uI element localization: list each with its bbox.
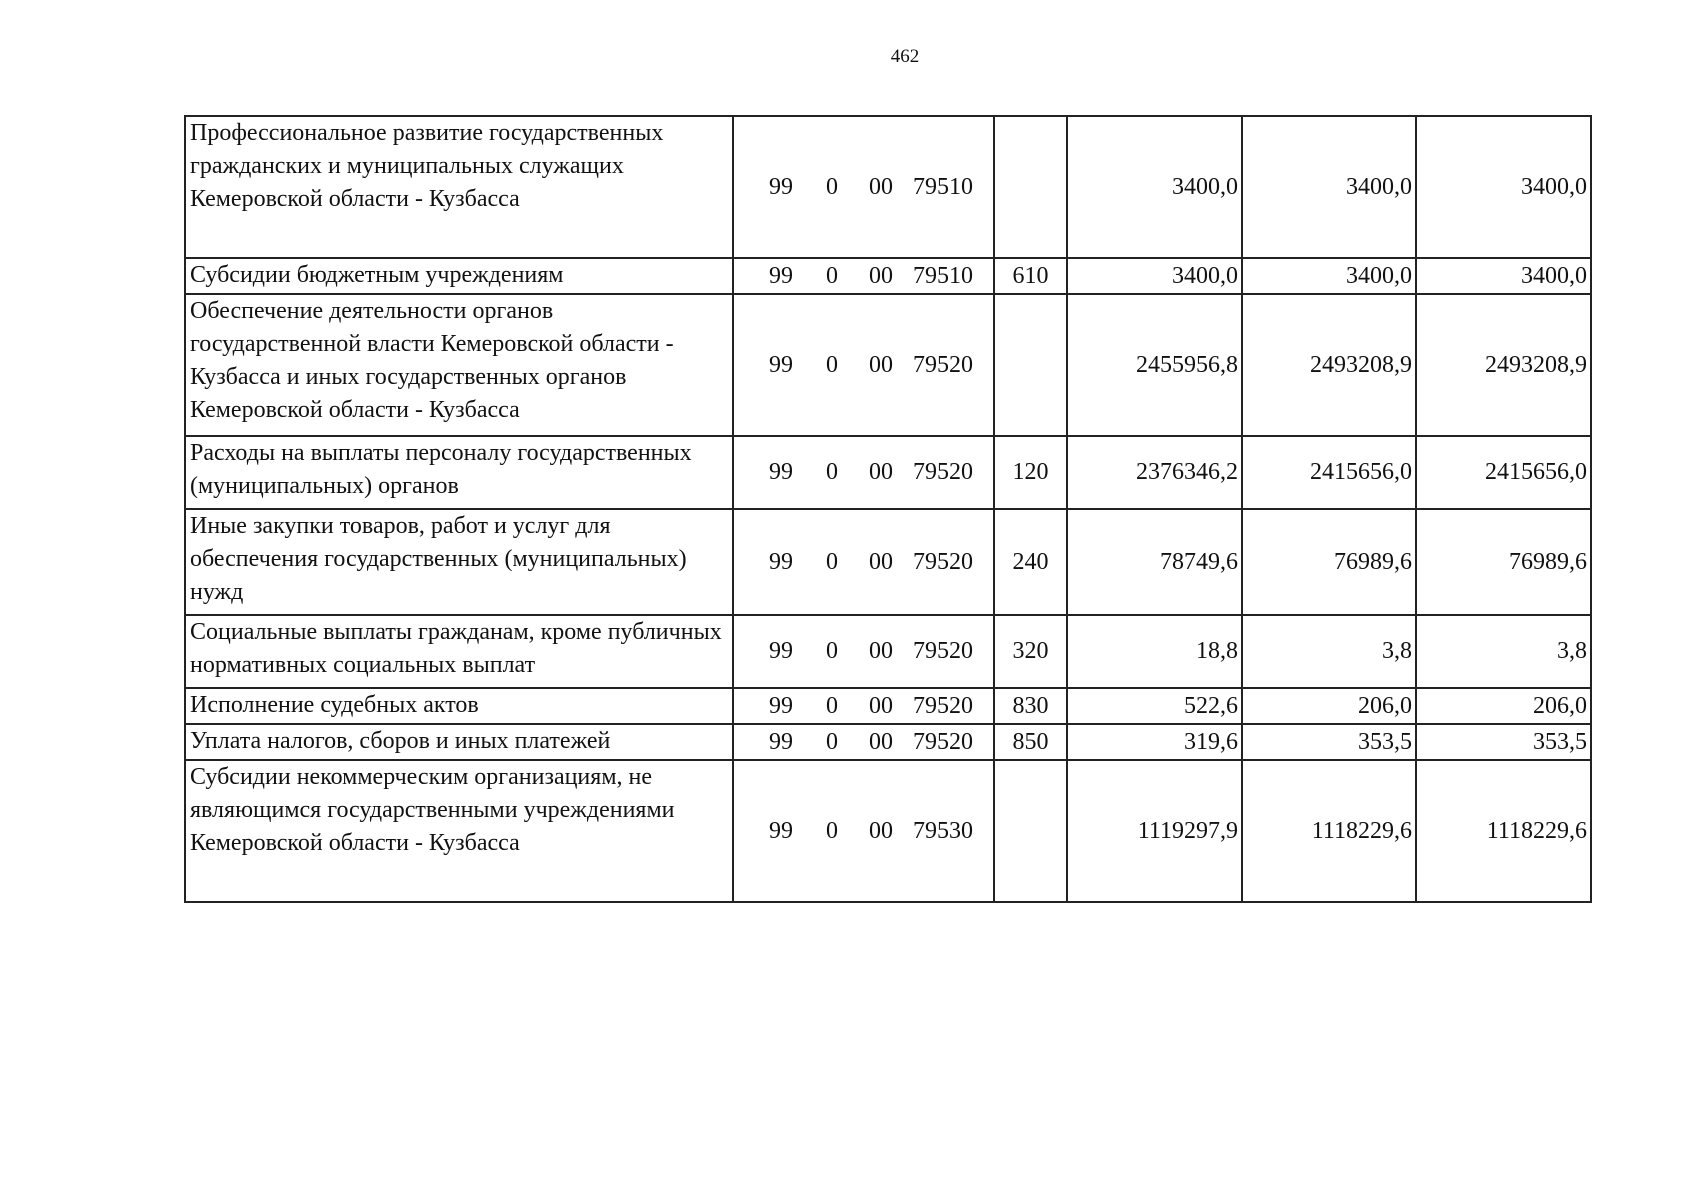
direction-code: 79510 xyxy=(913,262,973,289)
subprogram-code: 0 xyxy=(826,548,838,575)
expense-type-cell: 320 xyxy=(994,615,1067,688)
expense-name-cell: Социальные выплаты гражданам, кроме публичных нормативных социальных выплат xyxy=(185,615,733,688)
expense-type-cell: 830 xyxy=(994,688,1067,724)
year2-amount-cell: 1118229,6 xyxy=(1242,760,1416,902)
activity-code: 00 xyxy=(869,817,893,844)
program-code: 99 xyxy=(769,638,793,664)
expense-type-cell: 610 xyxy=(994,258,1067,294)
subprogram-code: 0 xyxy=(826,173,838,200)
year3-amount-cell: 1118229,6 xyxy=(1416,760,1591,902)
year2-amount-cell: 3,8 xyxy=(1242,615,1416,688)
table-row xyxy=(185,258,1591,294)
activity-code: 00 xyxy=(869,173,893,200)
table-row xyxy=(185,509,1591,615)
year3-amount-cell: 353,5 xyxy=(1416,724,1591,760)
year3-amount-cell: 3,8 xyxy=(1416,615,1591,688)
expense-name-cell: Субсидии некоммерческим организациям, не являющимся государственными учреждениями Кемеровской области - Кузбасса xyxy=(185,760,733,902)
program-code: 99 xyxy=(769,173,793,200)
table-row xyxy=(185,615,1591,688)
target-code-cell xyxy=(733,615,994,688)
year3-amount-cell: 3400,0 xyxy=(1416,258,1591,294)
expense-name-cell: Исполнение судебных актов xyxy=(185,688,733,724)
target-code-cell xyxy=(733,258,994,294)
year1-amount-cell: 1119297,9 xyxy=(1067,760,1242,902)
program-code: 99 xyxy=(769,262,793,289)
table-row xyxy=(185,116,1591,258)
year1-amount-cell: 522,6 xyxy=(1067,688,1242,724)
subprogram-code: 0 xyxy=(826,817,838,844)
expense-type-cell xyxy=(994,116,1067,258)
table-row xyxy=(185,294,1591,436)
target-code-cell xyxy=(733,294,994,436)
program-code: 99 xyxy=(769,692,793,719)
expense-name-cell: Уплата налогов, сборов и иных платежей xyxy=(185,724,733,760)
target-code-cell xyxy=(733,436,994,509)
table-row xyxy=(185,724,1591,760)
subprogram-code: 0 xyxy=(826,262,838,289)
year1-amount-cell: 3400,0 xyxy=(1067,258,1242,294)
expense-type-cell xyxy=(994,294,1067,436)
year1-amount-cell: 78749,6 xyxy=(1067,509,1242,615)
subprogram-code: 0 xyxy=(826,351,838,378)
page-number: 462 xyxy=(890,46,920,67)
direction-code: 79530 xyxy=(913,817,973,844)
year1-amount-cell: 2376346,2 xyxy=(1067,436,1242,509)
direction-code: 79520 xyxy=(913,728,973,755)
target-code-cell xyxy=(733,724,994,760)
year2-amount-cell: 76989,6 xyxy=(1242,509,1416,615)
expense-name-cell: Расходы на выплаты персоналу государственных (муниципальных) органов xyxy=(185,436,733,509)
direction-code: 79520 xyxy=(913,351,973,378)
program-code: 99 xyxy=(769,728,793,755)
table-row xyxy=(185,436,1591,509)
activity-code: 00 xyxy=(869,459,893,485)
program-code: 99 xyxy=(769,351,793,378)
expense-type-cell: 120 xyxy=(994,436,1067,509)
direction-code: 79520 xyxy=(913,459,973,485)
year2-amount-cell: 353,5 xyxy=(1242,724,1416,760)
target-code-cell xyxy=(733,760,994,902)
year1-amount-cell: 2455956,8 xyxy=(1067,294,1242,436)
table-row xyxy=(185,760,1591,902)
target-code-cell xyxy=(733,688,994,724)
program-code: 99 xyxy=(769,548,793,575)
year1-amount-cell: 3400,0 xyxy=(1067,116,1242,258)
year2-amount-cell: 2493208,9 xyxy=(1242,294,1416,436)
activity-code: 00 xyxy=(869,692,893,719)
activity-code: 00 xyxy=(869,262,893,289)
subprogram-code: 0 xyxy=(826,459,838,485)
subprogram-code: 0 xyxy=(826,692,838,719)
expense-type-cell: 850 xyxy=(994,724,1067,760)
year3-amount-cell: 206,0 xyxy=(1416,688,1591,724)
table-body xyxy=(185,116,1591,902)
expense-name-cell: Иные закупки товаров, работ и услуг для обеспечения государственных (муниципальных) нужд xyxy=(185,509,733,615)
program-code: 99 xyxy=(769,459,793,485)
table-row xyxy=(185,688,1591,724)
expense-type-cell: 240 xyxy=(994,509,1067,615)
year3-amount-cell: 76989,6 xyxy=(1416,509,1591,615)
year2-amount-cell: 2415656,0 xyxy=(1242,436,1416,509)
target-code-cell xyxy=(733,509,994,615)
expense-name-cell: Субсидии бюджетным учреждениям xyxy=(185,258,733,294)
direction-code: 79510 xyxy=(913,173,973,200)
expense-type-cell xyxy=(994,760,1067,902)
year3-amount-cell: 3400,0 xyxy=(1416,116,1591,258)
direction-code: 79520 xyxy=(913,638,973,664)
target-code-cell xyxy=(733,116,994,258)
year2-amount-cell: 3400,0 xyxy=(1242,258,1416,294)
year3-amount-cell: 2493208,9 xyxy=(1416,294,1591,436)
year2-amount-cell: 3400,0 xyxy=(1242,116,1416,258)
year2-amount-cell: 206,0 xyxy=(1242,688,1416,724)
subprogram-code: 0 xyxy=(826,638,838,664)
program-code: 99 xyxy=(769,817,793,844)
expense-name-cell: Профессиональное развитие государственных гражданских и муниципальных служащих Кемеровской области - Кузбасса xyxy=(185,116,733,258)
budget-table xyxy=(184,115,1592,903)
activity-code: 00 xyxy=(869,548,893,575)
subprogram-code: 0 xyxy=(826,728,838,755)
activity-code: 00 xyxy=(869,638,893,664)
year1-amount-cell: 18,8 xyxy=(1067,615,1242,688)
direction-code: 79520 xyxy=(913,692,973,719)
year1-amount-cell: 319,6 xyxy=(1067,724,1242,760)
activity-code: 00 xyxy=(869,351,893,378)
direction-code: 79520 xyxy=(913,548,973,575)
activity-code: 00 xyxy=(869,728,893,755)
year3-amount-cell: 2415656,0 xyxy=(1416,436,1591,509)
expense-name-cell: Обеспечение деятельности органов государственной власти Кемеровской области - Кузбасса и иных государственных органов Кемеровской области - Кузбасса xyxy=(185,294,733,436)
